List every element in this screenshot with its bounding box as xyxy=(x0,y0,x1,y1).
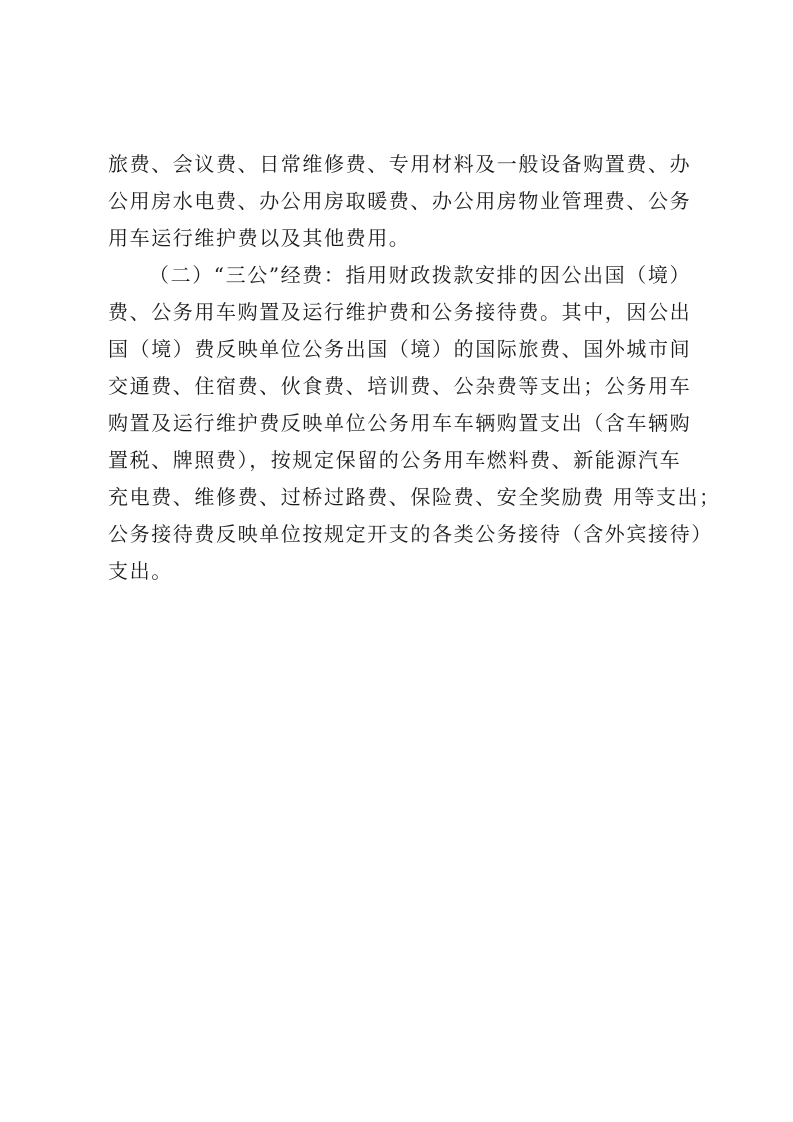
text-line: 充电费、维修费、过桥过路费、保险费、安全奖励费 用等支出； xyxy=(108,485,721,509)
text-line: 支出。 xyxy=(108,559,173,583)
text-line: 公用房水电费、办公用房取暖费、办公用房物业管理费、公务 xyxy=(108,189,692,213)
text-line: 公务接待费反映单位按规定开支的各类公务接待（含外宾接待） xyxy=(108,522,713,546)
text-line: 用车运行维护费以及其他费用。 xyxy=(108,226,411,250)
section-heading-line: （二）“三公”经费：指用财政拨款安排的因公出国（境） xyxy=(149,263,692,287)
text-line: 置税、牌照费），按规定保留的公务用车燃料费、新能源汽车 xyxy=(108,448,682,472)
text-line: 费、公务用车购置及运行维护费和公务接待费。其中，因公出 xyxy=(108,300,692,324)
text-line: 国（境）费反映单位公务出国（境）的国际旅费、国外城市间 xyxy=(108,337,692,361)
document-body xyxy=(108,146,721,590)
text-line: 购置及运行维护费反映单位公务用车车辆购置支出（含车辆购 xyxy=(108,411,692,435)
text-line: 交通费、住宿费、伙食费、培训费、公杂费等支出；公务用车 xyxy=(108,374,692,398)
text-line: 旅费、会议费、日常维修费、专用材料及一般设备购置费、办 xyxy=(108,152,692,176)
